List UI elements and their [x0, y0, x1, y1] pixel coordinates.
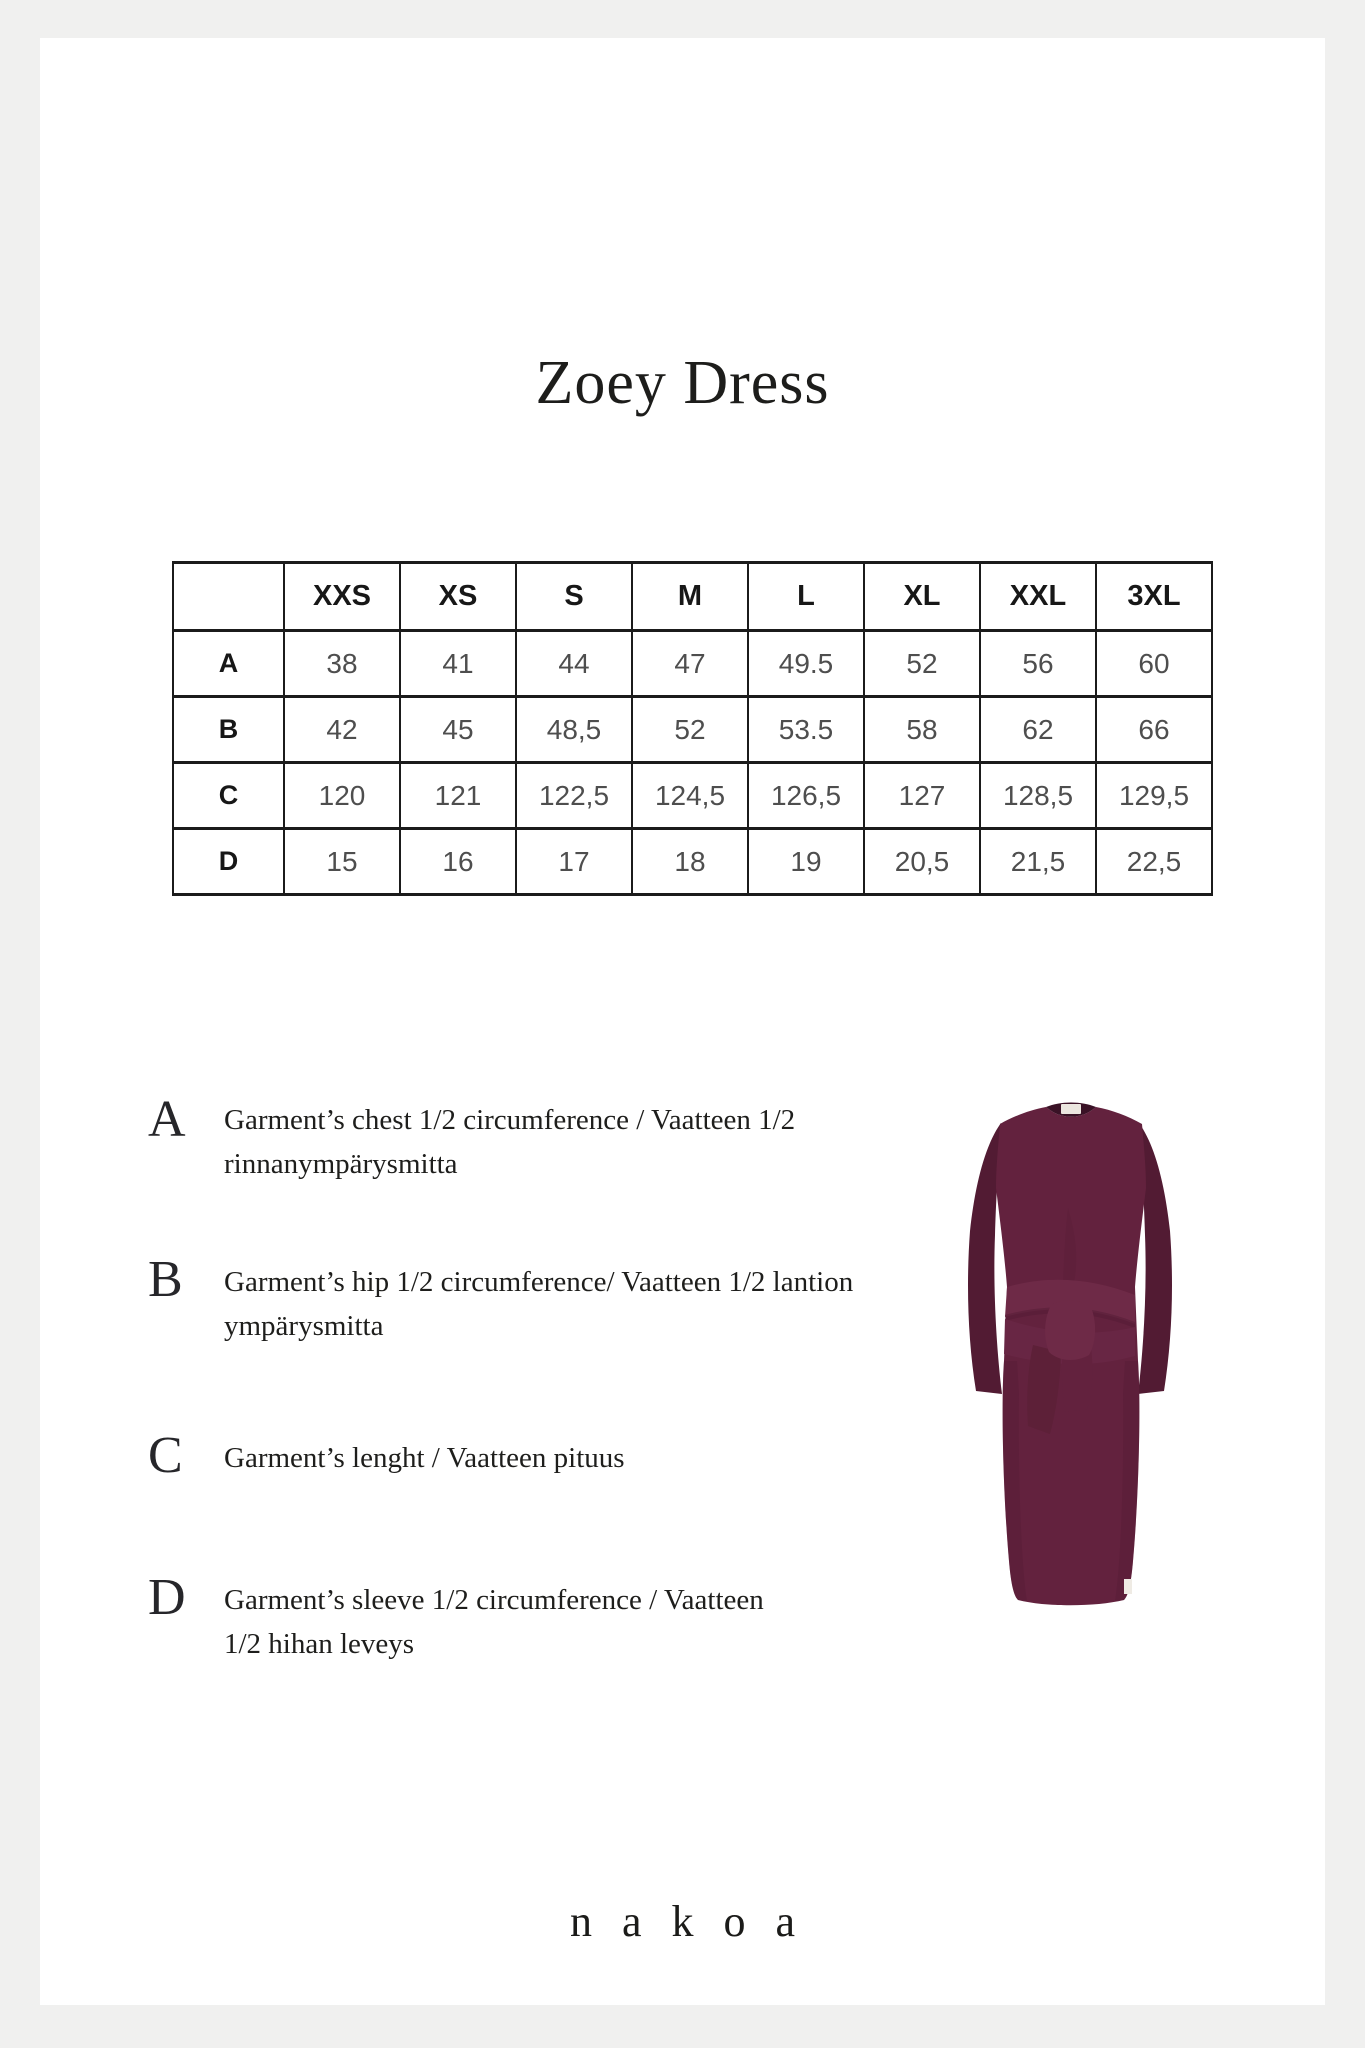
row-label: B — [173, 697, 284, 763]
column-header: XL — [864, 563, 980, 631]
legend-text-a — [224, 1098, 795, 1186]
cell: 49.5 — [748, 631, 864, 697]
column-header: XXS — [284, 563, 400, 631]
size-guide-page — [40, 38, 1325, 2005]
cell: 129,5 — [1096, 763, 1212, 829]
cell: 22,5 — [1096, 829, 1212, 895]
cell: 122,5 — [516, 763, 632, 829]
legend-line: rinnanympärysmitta — [224, 1148, 458, 1180]
cell: 53.5 — [748, 697, 864, 763]
cell: 44 — [516, 631, 632, 697]
table-row — [173, 829, 1212, 895]
column-header: L — [748, 563, 864, 631]
dress-hem-tag — [1124, 1579, 1132, 1594]
legend-text-d — [224, 1578, 764, 1666]
legend-letter-c: C — [148, 1427, 183, 1484]
dress-neck-label — [1061, 1104, 1081, 1114]
cell: 52 — [864, 631, 980, 697]
column-header: M — [632, 563, 748, 631]
cell: 42 — [284, 697, 400, 763]
cell: 60 — [1096, 631, 1212, 697]
cell: 15 — [284, 829, 400, 895]
legend-line: 1/2 hihan leveys — [224, 1628, 415, 1660]
column-header: XS — [400, 563, 516, 631]
cell: 127 — [864, 763, 980, 829]
cell: 17 — [516, 829, 632, 895]
table-row — [173, 697, 1212, 763]
dress-knot — [1045, 1300, 1095, 1360]
cell: 48,5 — [516, 697, 632, 763]
cell: 52 — [632, 697, 748, 763]
legend-line: Garment’s lenght / Vaatteen pituus — [224, 1442, 625, 1474]
column-header: S — [516, 563, 632, 631]
legend-letter-b: B — [148, 1251, 183, 1308]
cell: 38 — [284, 631, 400, 697]
table-row — [173, 631, 1212, 697]
brand-logo: nakoa — [569, 1897, 826, 1946]
cell: 121 — [400, 763, 516, 829]
row-label: A — [173, 631, 284, 697]
cell: 16 — [400, 829, 516, 895]
cell: 62 — [980, 697, 1096, 763]
row-label: C — [173, 763, 284, 829]
column-header: 3XL — [1096, 563, 1212, 631]
dress-product-image — [930, 1093, 1190, 1638]
cell: 58 — [864, 697, 980, 763]
legend-text-b — [224, 1260, 853, 1348]
size-chart-table — [172, 561, 1213, 896]
cell: 126,5 — [748, 763, 864, 829]
table-header-row — [173, 563, 1212, 631]
legend-line: Garment’s chest 1/2 circumference / Vaatteen 1/2 — [224, 1104, 796, 1136]
dress-illustration — [930, 1093, 1190, 1638]
corner-cell — [173, 563, 284, 631]
cell: 124,5 — [632, 763, 748, 829]
legend-line: Garment’s sleeve 1/2 circumference / Vaatteen — [224, 1584, 764, 1616]
cell: 41 — [400, 631, 516, 697]
cell: 20,5 — [864, 829, 980, 895]
cell: 120 — [284, 763, 400, 829]
legend-letter-d: D — [148, 1569, 186, 1626]
cell: 19 — [748, 829, 864, 895]
cell: 18 — [632, 829, 748, 895]
page-title: Zoey Dress — [535, 349, 830, 417]
cell: 56 — [980, 631, 1096, 697]
legend-line: Garment’s hip 1/2 circumference/ Vaatteen 1/2 lantion — [224, 1266, 854, 1298]
cell: 45 — [400, 697, 516, 763]
legend-letter-a: A — [148, 1091, 186, 1148]
cell: 21,5 — [980, 829, 1096, 895]
row-label: D — [173, 829, 284, 895]
cell: 66 — [1096, 697, 1212, 763]
column-header: XXL — [980, 563, 1096, 631]
legend-text-c — [224, 1436, 625, 1480]
cell: 128,5 — [980, 763, 1096, 829]
table-row — [173, 763, 1212, 829]
cell: 47 — [632, 631, 748, 697]
legend-line: ympärysmitta — [224, 1310, 384, 1342]
